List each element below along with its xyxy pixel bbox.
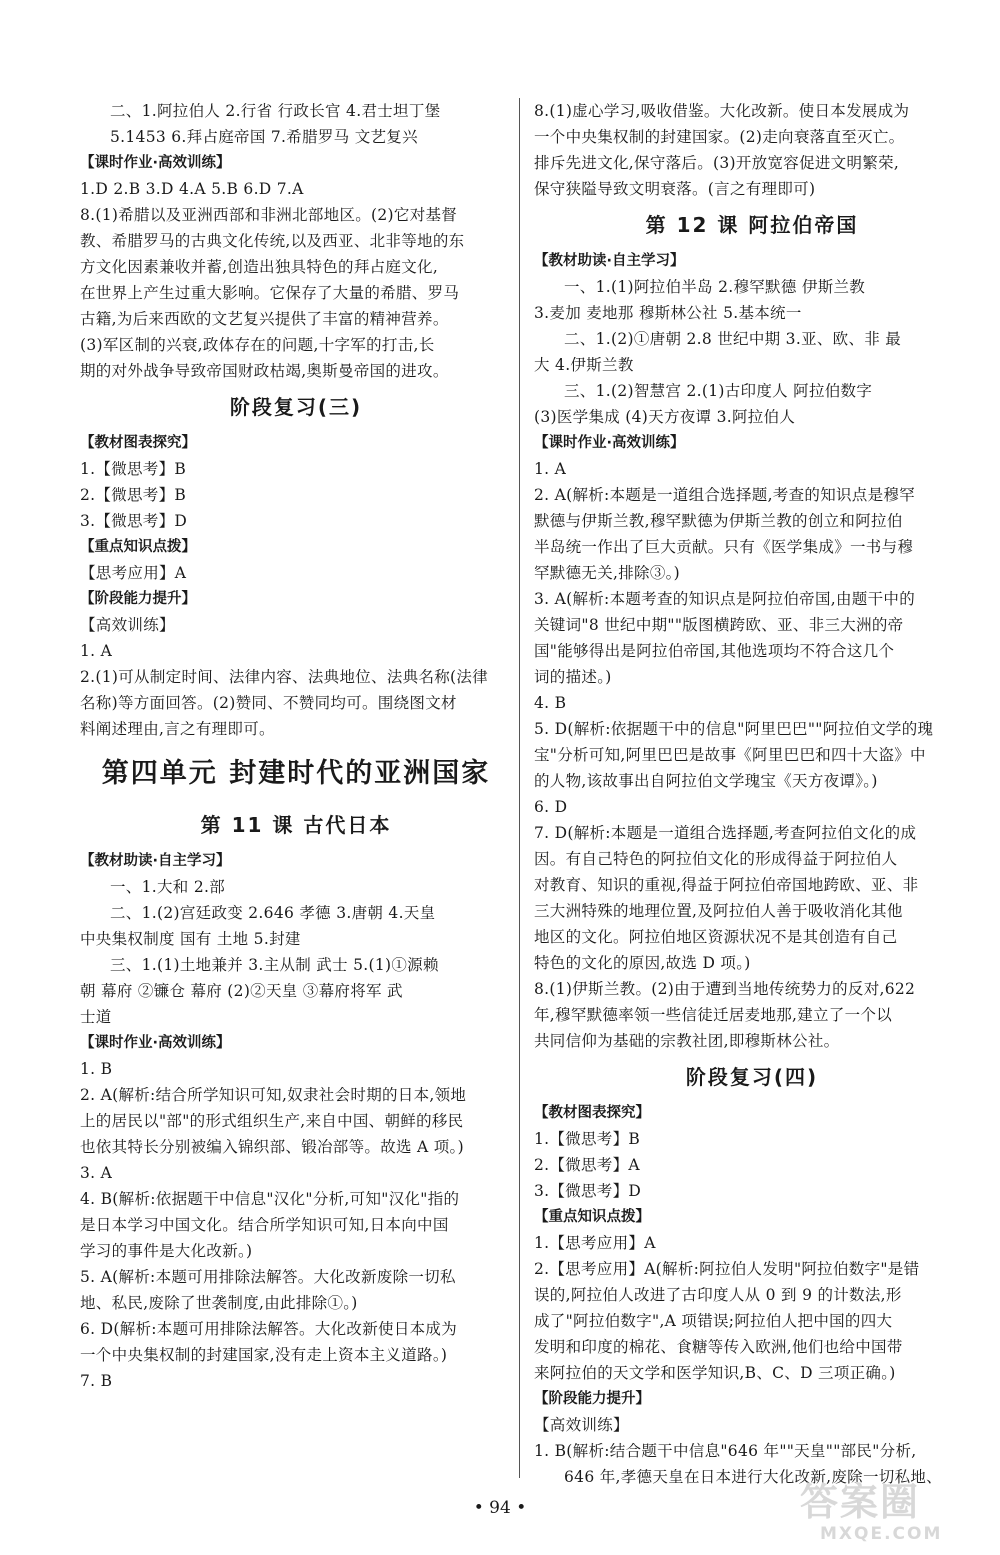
watermark-main: 答案圈 <box>800 1480 921 1524</box>
text-line: 士道 <box>80 1008 112 1026</box>
text-line: 1.【思考应用】A <box>534 1234 656 1252</box>
text-line: 中央集权制度 国有 土地 5.封建 <box>80 930 301 948</box>
text-line: 8.(1)虚心学习,吸收借鉴。大化改新。使日本发展成为 <box>534 102 910 120</box>
section-tag: 【教材图表探究】 <box>534 1105 650 1121</box>
section-tag: 【阶段能力提升】 <box>80 591 196 607</box>
text-line: 4. B <box>534 694 567 712</box>
text-line: 5.1453 6.拜占庭帝国 7.希腊罗马 文艺复兴 <box>110 128 418 146</box>
section-tag: 【重点知识点拨】 <box>80 539 196 555</box>
text-line: 方文化因素兼收并蓄,创造出独具特色的拜占庭文化, <box>80 258 439 276</box>
text-line: 三大洲特殊的地理位置,及阿拉伯人善于吸收消化其他 <box>534 902 903 920</box>
text-line: 2. A(解析:本题是一道组合选择题,考查的知识点是穆罕 <box>534 486 916 504</box>
text-line: 3.【微思考】D <box>534 1182 642 1200</box>
section-tag: 【重点知识点拨】 <box>534 1209 650 1225</box>
text-line: 5. D(解析:依据题干中的信息"阿里巴巴""阿拉伯文学的瑰 <box>534 720 934 738</box>
text-line: 二、1.阿拉伯人 2.行省 行政长官 4.君士坦丁堡 <box>110 102 441 120</box>
text-line: 1. A <box>80 642 113 660</box>
text-line: 上的居民以"部"的形式组织生产,来自中国、朝鲜的移民 <box>80 1112 464 1130</box>
section-heading: 阶段复习(三) <box>229 395 363 419</box>
text-line: 2.【微思考】B <box>80 486 187 504</box>
text-line: 默德与伊斯兰教,穆罕默德为伊斯兰教的创立和阿拉伯 <box>534 512 903 530</box>
text-line: 2.【微思考】A <box>534 1156 640 1174</box>
text-line: 地区的文化。阿拉伯地区资源状况不是其创造有自己 <box>534 928 898 946</box>
text-line: 对教育、知识的重视,得益于阿拉伯帝国地跨欧、亚、非 <box>534 876 919 894</box>
left-column <box>80 98 512 1394</box>
text-line: 关键词"8 世纪中期""版图横跨欧、亚、非三大洲的帝 <box>534 616 904 634</box>
text-line: 3.【微思考】D <box>80 512 188 530</box>
text-line: 2.(1)可从制定时间、法律内容、法典地位、法典名称(法律 <box>80 668 488 686</box>
text-line: (3)医学集成 (4)天方夜谭 3.阿拉伯人 <box>534 408 796 426</box>
text-line: 地、私民,废除了世袭制度,由此排除①。) <box>80 1294 358 1312</box>
unit-heading: 第四单元 封建时代的亚洲国家 <box>101 758 491 789</box>
column-divider <box>519 98 520 1478</box>
text-line: 的人物,该故事出自阿拉伯文学瑰宝《天方夜谭》。) <box>534 772 878 790</box>
text-line: 成了"阿拉伯数字",A 项错误;阿拉伯人把中国的四大 <box>534 1312 893 1330</box>
text-line: 教、希腊罗马的古典文化传统,以及西亚、北非等地的东 <box>80 232 465 250</box>
section-tag: 【课时作业·高效训练】 <box>534 435 685 451</box>
text-line: 排斥先进文化,保守落后。(3)开放宽容促进文明繁荣, <box>534 154 900 172</box>
text-line: 1.D 2.B 3.D 4.A 5.B 6.D 7.A <box>80 180 304 198</box>
text-line: 3. A <box>80 1164 113 1182</box>
text-line: 【高效训练】 <box>534 1416 629 1434</box>
text-line: 来阿拉伯的天文学和医学知识,B、C、D 三项正确。) <box>534 1364 896 1382</box>
text-line: 罕默德无关,排除③。) <box>534 564 681 582</box>
text-line: 6. D <box>534 798 568 816</box>
text-line: 共同信仰为基础的宗教社团,即穆斯林公社。 <box>534 1032 840 1050</box>
text-line: 7. D(解析:本题是一道组合选择题,考查阿拉伯文化的成 <box>534 824 917 842</box>
section-tag: 【教材图表探究】 <box>80 435 196 451</box>
text-line: 期的对外战争导致帝国财政枯竭,奥斯曼帝国的进攻。 <box>80 362 449 380</box>
watermark-logo <box>800 1480 990 1550</box>
text-line: 2.【思考应用】A(解析:阿拉伯人发明"阿拉伯数字"是错 <box>534 1260 920 1278</box>
text-line: 一个中央集权制的封建国家。(2)走向衰落直至灭亡。 <box>534 128 905 146</box>
text-line: 因。有自己特色的阿拉伯文化的形成得益于阿拉伯人 <box>534 850 898 868</box>
text-line: 在世界上产生过重大影响。它保存了大量的希腊、罗马 <box>80 284 460 302</box>
section-heading: 第 12 课 阿拉伯帝国 <box>645 213 859 237</box>
section-heading: 阶段复习(四) <box>685 1065 819 1089</box>
text-line: 1.【微思考】B <box>80 460 187 478</box>
text-line: (3)军区制的兴衰,政体存在的问题,十字军的打击,长 <box>80 336 435 354</box>
text-line: 朝 幕府 ②镰仓 幕府 (2)②天皇 ③幕府将军 武 <box>80 982 403 1000</box>
text-line: 1. B <box>80 1060 113 1078</box>
text-line: 二、1.(2)①唐朝 2.8 世纪中期 3.亚、欧、非 最 <box>564 330 902 348</box>
text-line: 8.(1)希腊以及亚洲西部和非洲北部地区。(2)它对基督 <box>80 206 458 224</box>
text-line: 二、1.(2)宫廷政变 2.646 孝德 3.唐朝 4.天皇 <box>110 904 436 922</box>
text-line: 三、1.(2)智慧宫 2.(1)古印度人 阿拉伯数字 <box>564 382 873 400</box>
text-line: 词的描述。) <box>534 668 612 686</box>
section-tag: 【课时作业·高效训练】 <box>80 1035 231 1051</box>
text-line: 1.【微思考】B <box>534 1130 641 1148</box>
text-line: 名称)等方面回答。(2)赞同、不赞同均可。围绕图文材 <box>80 694 457 712</box>
section-tag: 【教材助读·自主学习】 <box>534 253 685 269</box>
text-line: 一、1.大和 2.部 <box>110 878 226 896</box>
text-line: 学习的事件是大化改新。) <box>80 1242 253 1260</box>
section-tag: 【阶段能力提升】 <box>534 1391 650 1407</box>
text-line: 半岛统一作出了巨大贡献。只有《医学集成》一书与穆 <box>534 538 914 556</box>
right-column <box>534 98 970 1490</box>
text-line: 【思考应用】A <box>80 564 187 582</box>
text-line: 【高效训练】 <box>80 616 175 634</box>
text-line: 2. A(解析:结合所学知识可知,奴隶社会时期的日本,领地 <box>80 1086 467 1104</box>
text-line: 5. A(解析:本题可用排除法解答。大化改新废除一切私 <box>80 1268 456 1286</box>
text-line: 年,穆罕默德率领一些信徒迁居麦地那,建立了一个以 <box>534 1006 893 1024</box>
text-line: 特色的文化的原因,故选 D 项。) <box>534 954 751 972</box>
text-line: 8.(1)伊斯兰教。(2)由于遭到当地传统势力的反对,622 <box>534 980 916 998</box>
text-line: 宝"分析可知,阿里巴巴是故事《阿里巴巴和四十大盗》中 <box>534 746 926 764</box>
text-line: 误的,阿拉伯人改进了古印度人从 0 到 9 的计数法,形 <box>534 1286 902 1304</box>
text-line: 发明和印度的棉花、食糖等传入欧洲,他们也给中国带 <box>534 1338 903 1356</box>
text-line: 三、1.(1)土地兼并 3.主从制 武士 5.(1)①源赖 <box>110 956 439 974</box>
section-heading: 第 11 课 古代日本 <box>200 813 392 837</box>
text-line: 也依其特长分别被编入锦织部、锻冶部等。故选 A 项。) <box>80 1138 464 1156</box>
text-line: 料阐述理由,言之有理即可。 <box>80 720 275 738</box>
text-line: 6. D(解析:本题可用排除法解答。大化改新使日本成为 <box>80 1320 458 1338</box>
text-line: 3.麦加 麦地那 穆斯林公社 5.基本统一 <box>534 304 802 322</box>
text-line: 国"能够得出是阿拉伯帝国,其他选项均不符合这几个 <box>534 642 895 660</box>
section-tag: 【教材助读·自主学习】 <box>80 853 231 869</box>
text-line: 一个中央集权制的封建国家,没有走上资本主义道路。) <box>80 1346 448 1364</box>
page-number: • 94 • <box>473 1498 527 1518</box>
text-line: 是日本学习中国文化。结合所学知识可知,日本向中国 <box>80 1216 449 1234</box>
text-line: 3. A(解析:本题考查的知识点是阿拉伯帝国,由题干中的 <box>534 590 916 608</box>
watermark-sub: MXQE.COM <box>820 1524 943 1544</box>
text-line: 一、1.(1)阿拉伯半岛 2.穆罕默德 伊斯兰教 <box>564 278 866 296</box>
text-line: 4. B(解析:依据题干中信息"汉化"分析,可知"汉化"指的 <box>80 1190 460 1208</box>
text-line: 古籍,为后来西欧的文艺复兴提供了丰富的精神营养。 <box>80 310 449 328</box>
text-line: 保守狭隘导致文明衰落。(言之有理即可) <box>534 180 816 198</box>
text-line: 7. B <box>80 1372 113 1390</box>
section-tag: 【课时作业·高效训练】 <box>80 155 231 171</box>
text-line: 1. A <box>534 460 567 478</box>
text-line: 1. B(解析:结合题干中信息"646 年""天皇""部民"分析, <box>534 1442 917 1460</box>
text-line: 646 年,孝德天皇在日本进行大化改新,废除一切私地、 <box>564 1468 942 1486</box>
text-line: 大 4.伊斯兰教 <box>534 356 634 374</box>
